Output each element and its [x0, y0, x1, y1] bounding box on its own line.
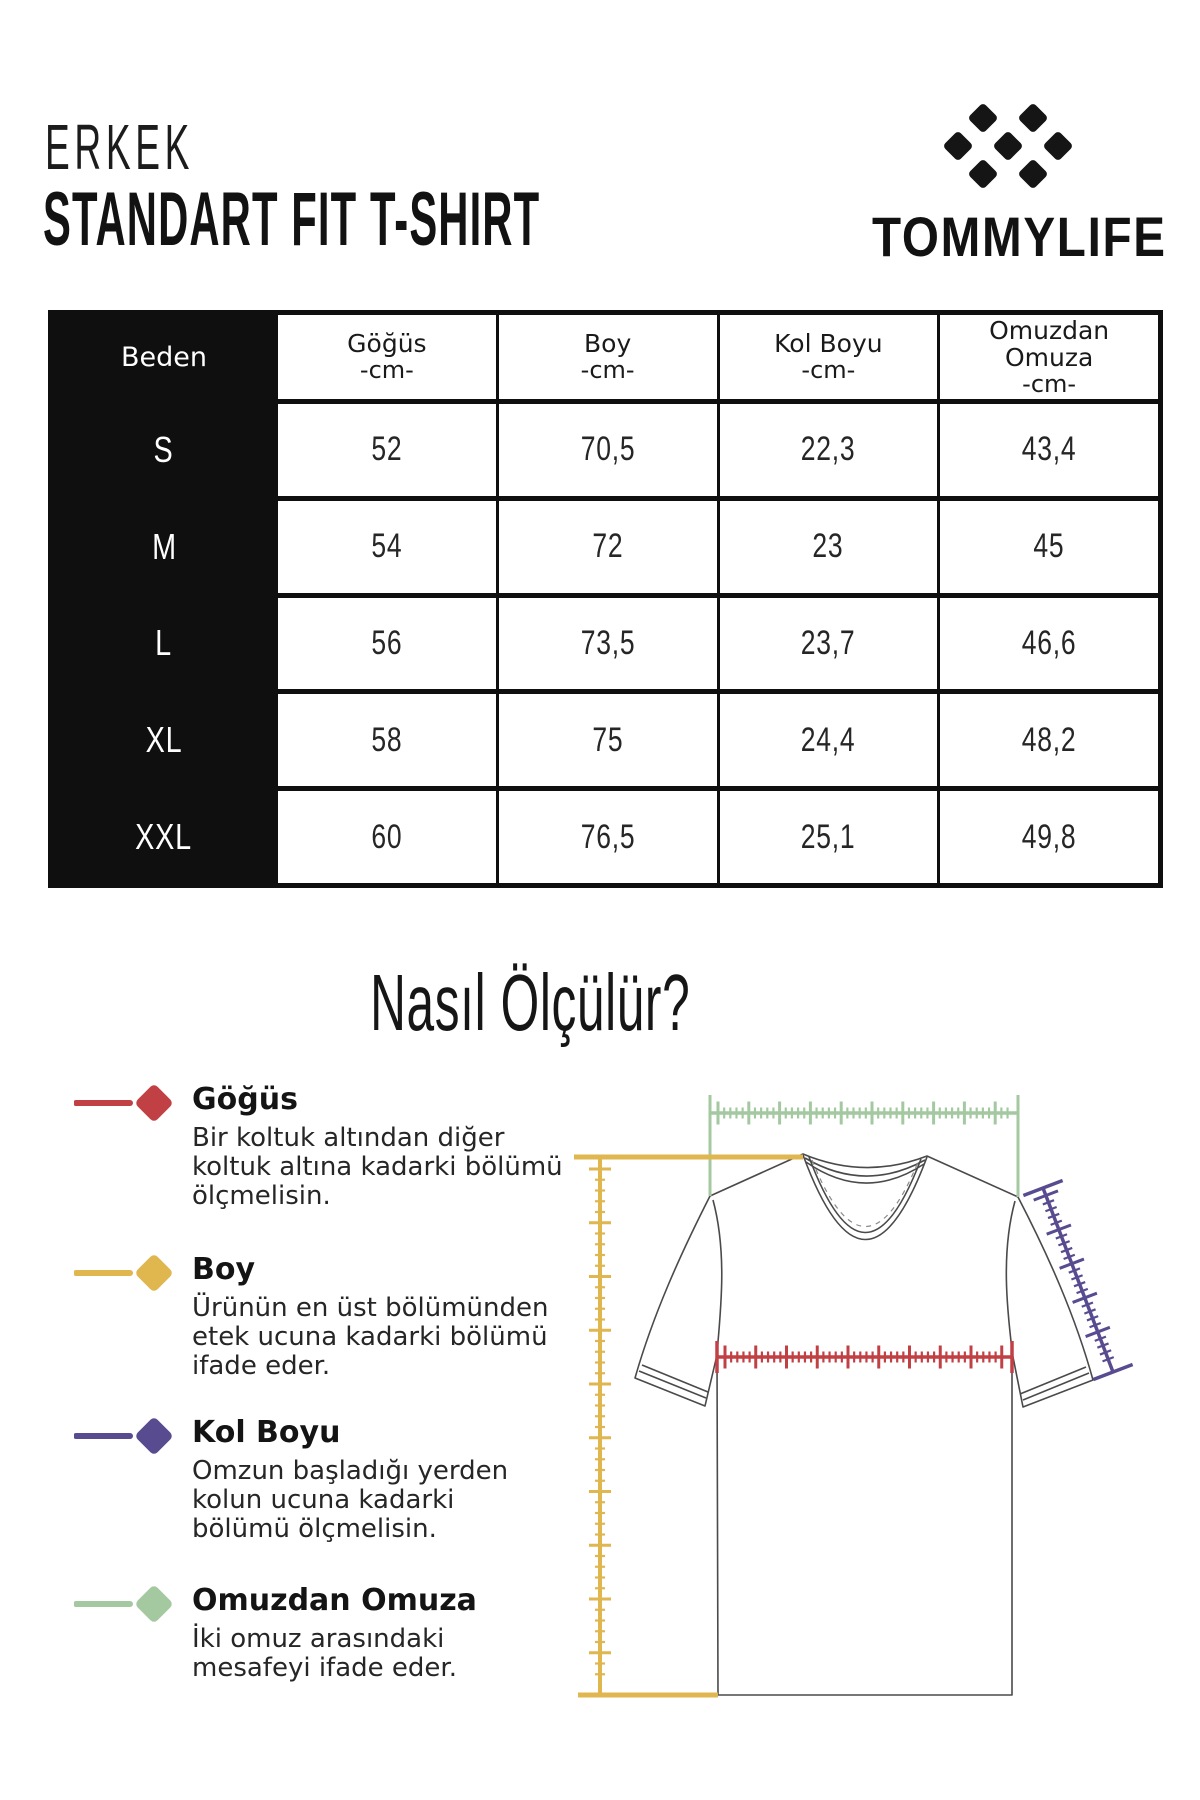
legend-name: Boy — [192, 1252, 256, 1287]
table-row-size-xl: XL — [53, 694, 275, 786]
table-cell: 43,4 — [940, 404, 1158, 496]
table-cell: 70,5 — [499, 404, 717, 496]
gogus-diamond-icon — [74, 1080, 184, 1126]
table-header-kol-boyu: Kol Boyu -cm- — [720, 315, 938, 399]
legend-description: Ürünün en üst bölümünden etek ucuna kadarki bölümü ifade eder. — [192, 1293, 549, 1381]
legend-description: İki omuz arasındaki mesafeyi ifade eder. — [192, 1624, 457, 1683]
legend-name: Kol Boyu — [192, 1415, 341, 1450]
legend-name: Göğüs — [192, 1082, 298, 1117]
tommylife-logo-icon — [933, 93, 1085, 199]
legend-name: Omuzdan Omuza — [192, 1583, 477, 1618]
page-product-title — [43, 174, 947, 263]
legend-item-gogus — [192, 1082, 563, 1211]
table-cell: 75 — [499, 694, 717, 786]
legend-item-boy — [192, 1252, 549, 1381]
table-header-beden: Beden — [53, 315, 275, 399]
table-header-omuzdan-omuza: Omuzdan Omuza -cm- — [940, 315, 1158, 399]
table-cell: 54 — [278, 501, 496, 593]
product-text: STANDART FIT T-SHIRT — [43, 177, 541, 262]
how-to-measure-title: Nasıl Ölçülür? — [369, 958, 691, 1047]
legend-item-kol-boyu — [192, 1415, 532, 1544]
table-cell: 23,7 — [720, 598, 938, 690]
table-cell: 58 — [278, 694, 496, 786]
boy-diamond-icon — [74, 1250, 184, 1296]
table-cell: 60 — [278, 791, 496, 883]
kol-boyu-diamond-icon — [74, 1413, 184, 1459]
table-cell: 56 — [278, 598, 496, 690]
omuzdan-omuza-diamond-icon — [74, 1581, 184, 1627]
table-cell: 45 — [940, 501, 1158, 593]
legend-item-omuzdan-omuza — [192, 1583, 532, 1683]
table-cell: 25,1 — [720, 791, 938, 883]
table-cell: 73,5 — [499, 598, 717, 690]
size-table — [48, 310, 1163, 888]
legend-description: Omzun başladığı yerden kolun ucuna kadarki bölümü ölçmelisin. — [192, 1456, 509, 1544]
table-cell: 72 — [499, 501, 717, 593]
table-cell: 24,4 — [720, 694, 938, 786]
table-header-boy: Boy -cm- — [499, 315, 717, 399]
table-header-gogus: Göğüs -cm- — [278, 315, 496, 399]
tshirt-outline — [635, 1154, 1093, 1695]
table-row-size-xxl: XXL — [53, 791, 275, 883]
table-cell: 46,6 — [940, 598, 1158, 690]
table-row-size-l: L — [53, 598, 275, 690]
table-cell: 48,2 — [940, 694, 1158, 786]
table-cell: 49,8 — [940, 791, 1158, 883]
logo-diamonds — [942, 102, 1073, 189]
table-cell: 22,3 — [720, 404, 938, 496]
table-cell: 52 — [278, 404, 496, 496]
table-cell: 23 — [720, 501, 938, 593]
table-cell: 76,5 — [499, 791, 717, 883]
table-row-size-s: S — [53, 404, 275, 496]
brand-name: TOMMYLIFE — [872, 205, 1167, 268]
tshirt-measurement-diagram — [500, 1060, 1160, 1780]
legend-description: Bir koltuk altından diğer koltuk altına kadarki bölümü ölçmelisin. — [192, 1123, 563, 1211]
table-row-size-m: M — [53, 501, 275, 593]
category-text: ERKEK — [45, 111, 195, 183]
